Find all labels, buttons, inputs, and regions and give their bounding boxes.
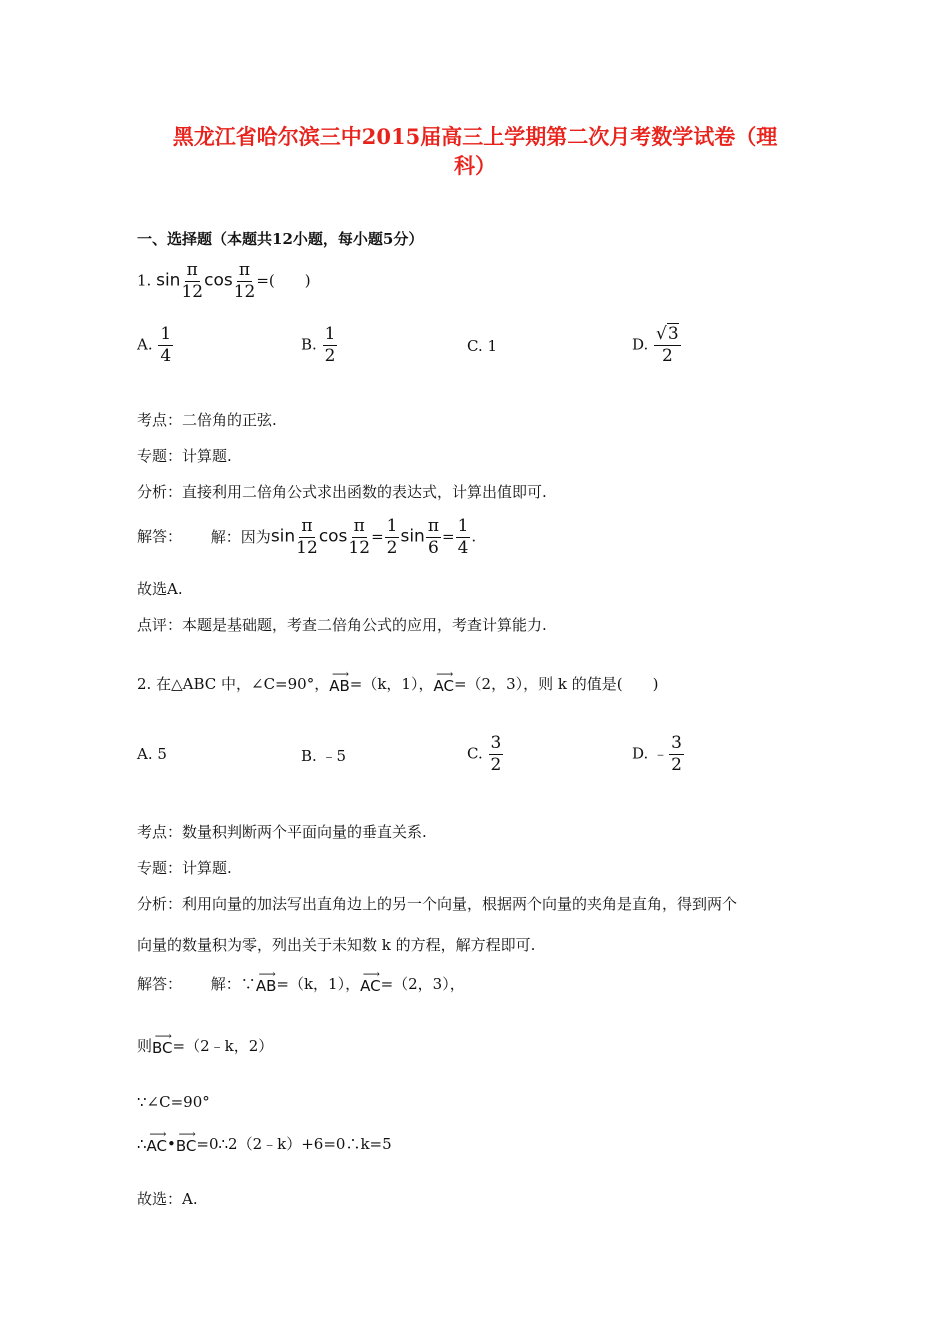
q1-option-b: B. $\frac{1}{2}$	[301, 324, 336, 366]
q1-option-a: A. $\frac{1}{4}$	[137, 324, 172, 366]
q1-dianping: 点评：本题是基础题，考查二倍角公式的应用，考查计算能力.	[137, 616, 547, 634]
question-number: 1.	[137, 271, 152, 290]
q2-because-line: ∵∠C=90°	[137, 1093, 210, 1111]
fraction-pi-12: $\frac{\pi}{12}$	[181, 260, 204, 302]
q1-option-d: D. $\frac{√3}{2}$	[632, 324, 679, 366]
q1-solution: 解答： 解：因为sin $\frac{\pi}{12}$ cos $\frac{\pi}{12}$ = $\frac{1}{2}$ sin $\frac{\pi}{6}$ = $\frac{1}{4}$ .	[137, 516, 477, 558]
q2-option-c: C. $\frac{3}{2}$	[467, 733, 502, 775]
q1-fenxi: 分析：直接利用二倍角公式求出函数的表达式，计算出值即可.	[137, 483, 547, 501]
fraction-pi-12: $\frac{\pi}{12}$	[233, 260, 256, 302]
q2-kaodian: 考点：数量积判断两个平面向量的垂直关系.	[137, 823, 427, 841]
question-2-stem: 2. 在△ABC 中，∠C=90°， ⟶ AB =（k，1）， ⟶ AC =（2，3），则 k 的值是( )	[137, 667, 659, 695]
solution-label: 解答：	[137, 975, 183, 993]
vector-ab: ⟶ AB	[329, 667, 350, 695]
q2-fenxi-line2: 向量的数量积为零，列出关于未知数 k 的方程，解方程即可.	[137, 936, 536, 954]
q1-kaodian: 考点：二倍角的正弦.	[137, 411, 277, 429]
q2-fenxi-line1: 分析：利用向量的加法写出直角边上的另一个向量，根据两个向量的夹角是直角，得到两个	[137, 895, 738, 913]
q1-zhuanti: 专题：计算题.	[137, 447, 232, 465]
question-1-stem	[137, 262, 311, 301]
document-title-line2: 科）	[454, 153, 496, 178]
sin-text: sin	[156, 270, 181, 291]
q2-solution: 解答： 解：∵ ⟶ AB =（k，1）， ⟶ AC =（2，3），	[137, 967, 465, 995]
q2-answer: 故选：A.	[137, 1190, 198, 1208]
q2-zhuanti: 专题：计算题.	[137, 859, 232, 877]
document-title-line1: 黑龙江省哈尔滨三中2015届高三上学期第二次月考数学试卷（理	[172, 124, 778, 149]
cos-text: cos	[204, 270, 233, 291]
section-heading: 一、选择题（本题共12小题，每小题5分）	[137, 230, 424, 248]
q1-option-c: C. 1	[467, 337, 498, 355]
q2-therefore-line: ∴ ⟶ AC • ⟶ BC =0∴2（2﹣k）+6=0∴k=5	[137, 1127, 392, 1155]
q2-option-b: B. ﹣5	[301, 747, 347, 765]
q2-bc-line: 则 ⟶ BC =（2﹣k，2）	[137, 1029, 274, 1057]
vector-ac: ⟶ AC	[433, 667, 454, 695]
answer-blank: =( )	[256, 271, 311, 290]
q2-option-d: D. ﹣ $\frac{3}{2}$	[632, 733, 682, 775]
solution-label: 解答：	[137, 527, 183, 546]
q2-option-a: A. 5	[137, 745, 167, 763]
q1-answer: 故选A.	[137, 580, 183, 598]
